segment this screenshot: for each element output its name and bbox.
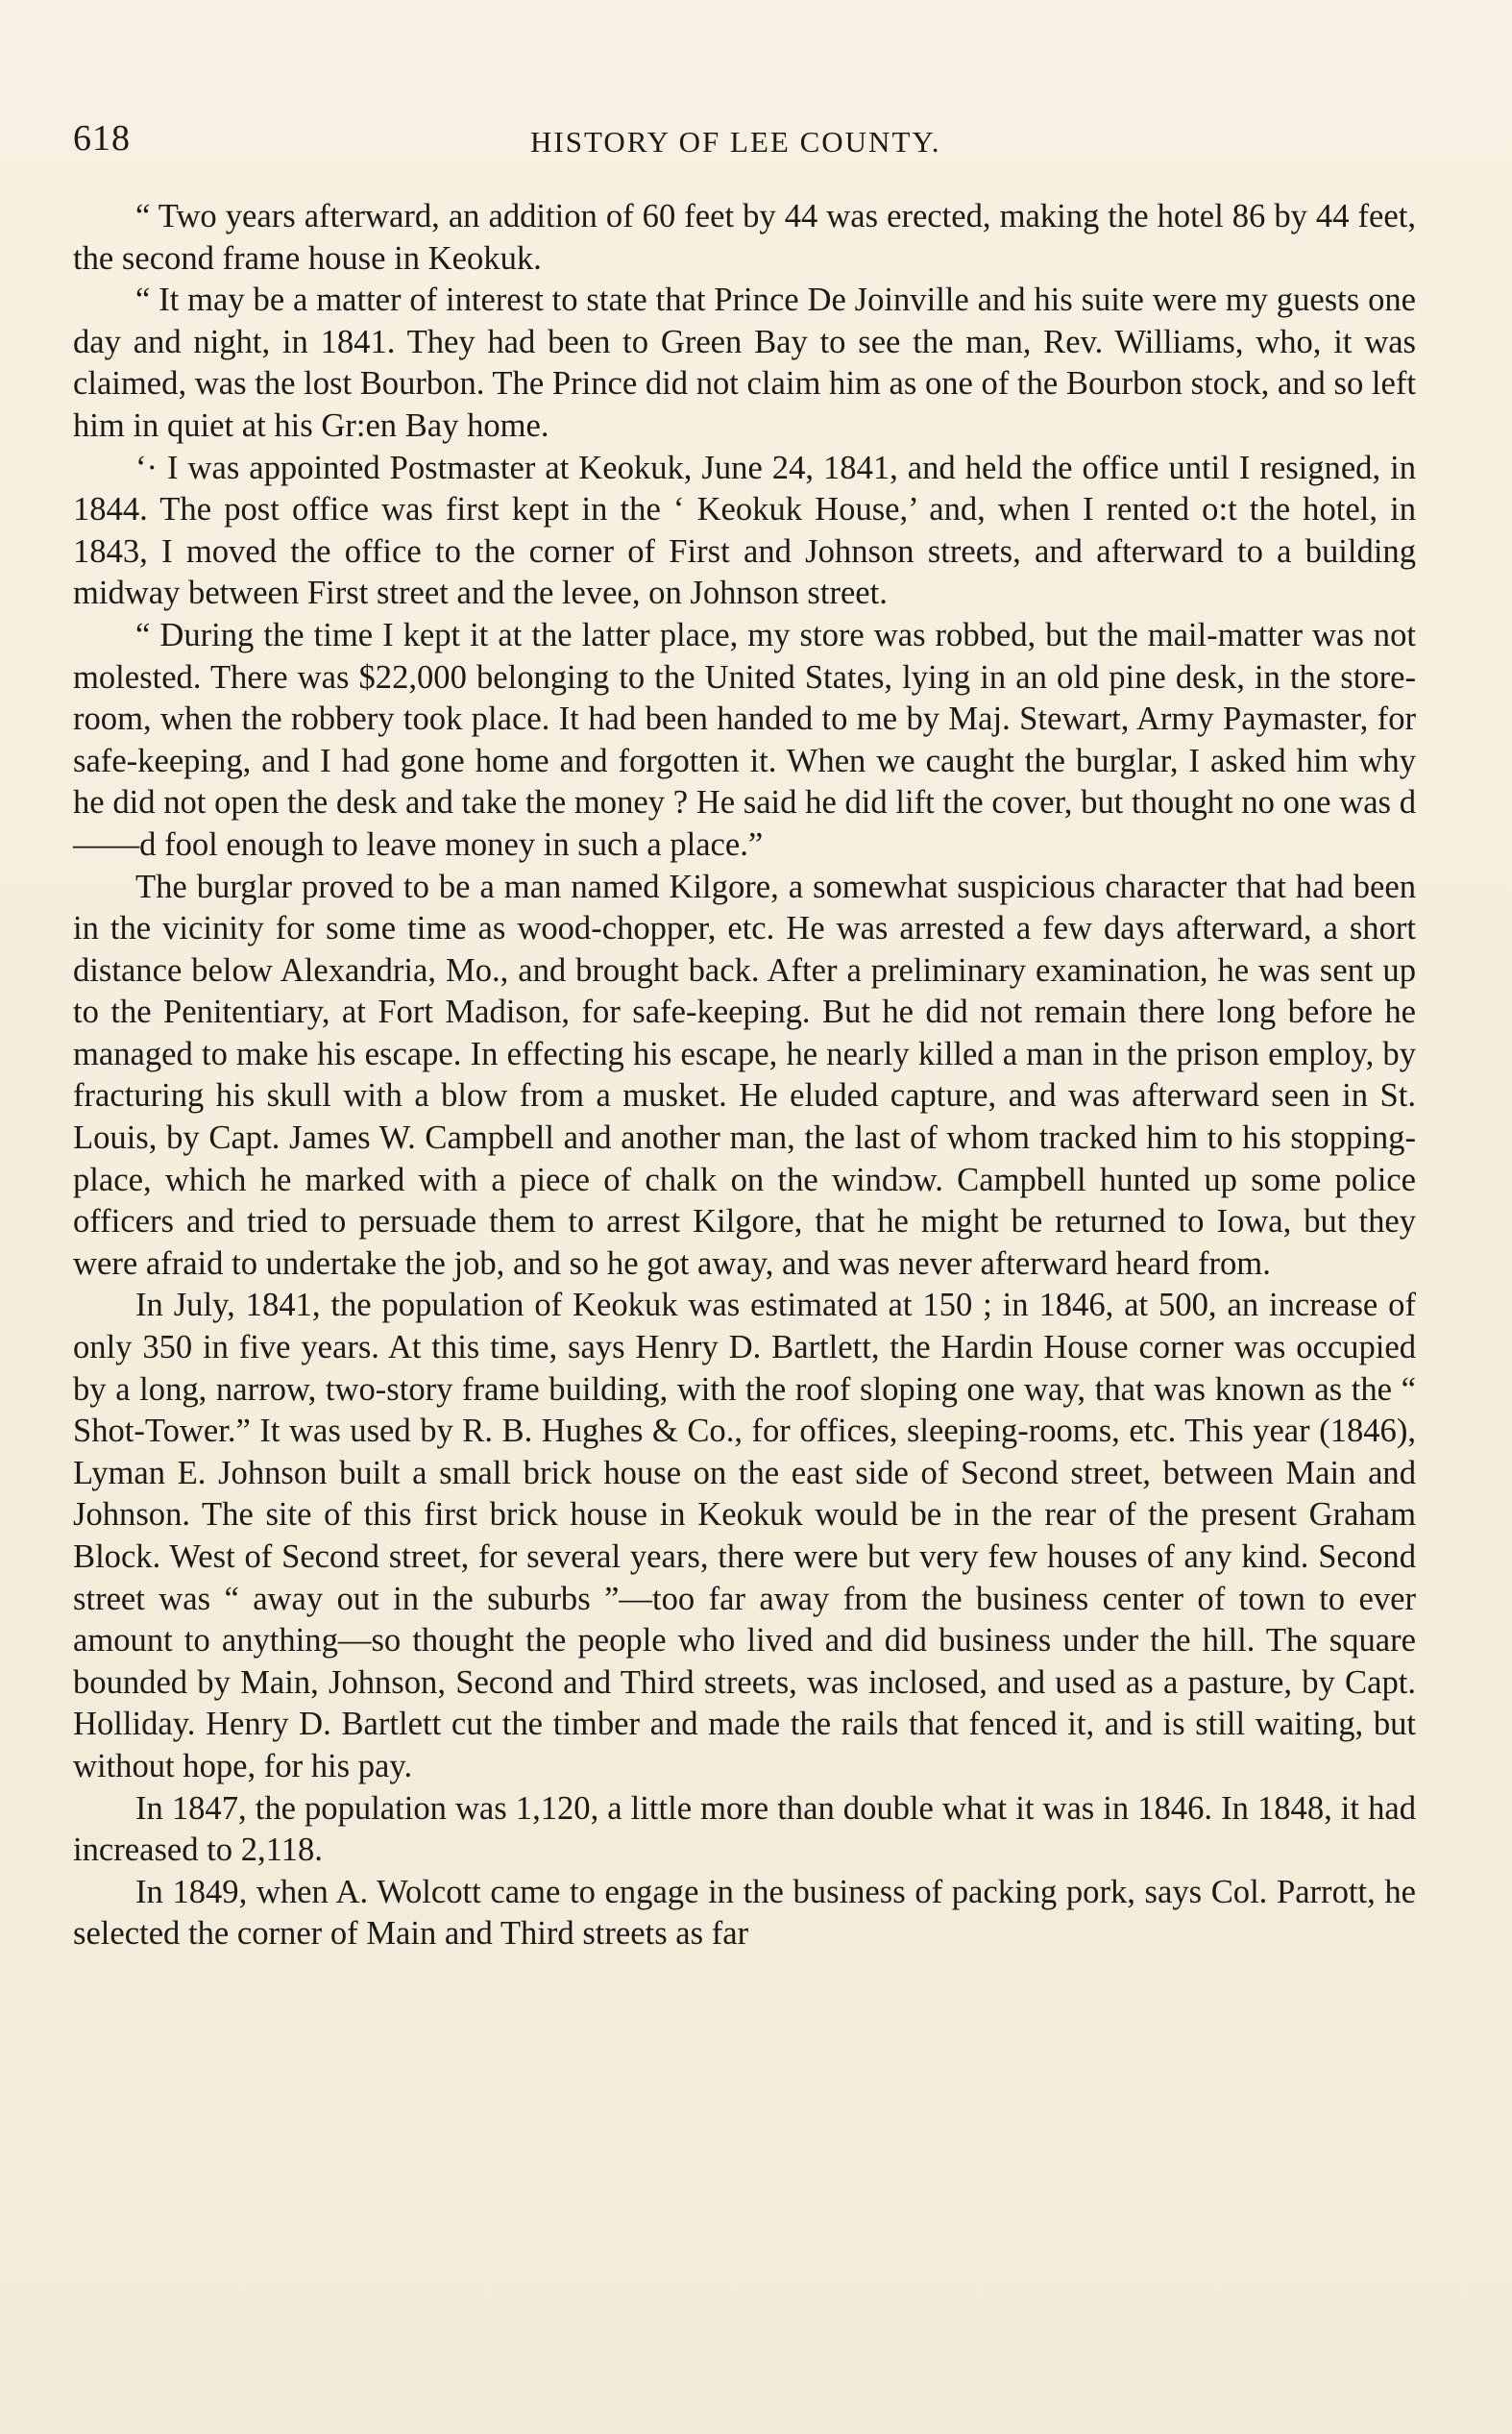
body-text xyxy=(73,196,1416,1955)
paragraph: The burglar proved to be a man named Kilgore, a somewhat suspicious character that had been in the vicinity for some time as wood-chopper, etc. He was arrested a few days afterward, a short distance below Alexandria, Mo., and brought back. After a preliminary examination, he was sent up to the Penitentiary, at Fort Madison, for safe-keeping. But he did not remain there long before he managed to make his escape. In effecting his escape, he nearly killed a man in the prison employ, by fracturing his skull with a blow from a musket. He eluded capture, and was afterward seen in St. Louis, by Capt. James W. Campbell and another man, the last of whom tracked him to his stopping-place, which he marked with a piece of chalk on the windɔw. Campbell hunted up some police officers and tried to persuade them to arrest Kilgore, that he might be returned to Iowa, but they were afraid to undertake the job, and so he got away, and was never afterward heard from. xyxy=(73,868,1416,1282)
paragraph: In July, 1841, the population of Keokuk was estimated at 150 ; in 1846, at 500, an increase of only 350 in five years. At this time, says Henry D. Bartlett, the Hardin House corner was occupied by a long, narrow, two-story frame building, with the roof sloping one way, that was known as the “ Shot-Tower.” It was used by R. B. Hughes & Co., for offices, sleeping-rooms, etc. This year (1846), Lyman E. Johnson built a small brick house on the east side of Second street, between Main and Johnson. The site of this first brick house in Keokuk would be in the rear of the present Graham Block. West of Second street, for several years, there were but very few houses of any kind. Second street was “ away out in the suburbs ”—too far away from the business center of town to ever amount to anything—so thought the people who lived and did business under the hill. The square bounded by Main, Johnson, Second and Third streets, was inclosed, and used as a pasture, by Capt. Holliday. Henry D. Bartlett cut the timber and made the rails that fenced it, and is still waiting, but without hope, for his pay. xyxy=(73,1287,1416,1784)
paragraph: “ It may be a matter of interest to state that Prince De Joinville and his suite were my guests one day and night, in 1841. They had been to Green Bay to see the man, Rev. Williams, who, it was claimed, was the lost Bourbon. The Prince did not claim him as one of the Bourbon stock, and so left him in quiet at his Gr:en Bay home. xyxy=(73,282,1416,444)
page-number: 618 xyxy=(73,118,131,159)
page-header xyxy=(73,117,1416,171)
paragraph: In 1847, the population was 1,120, a little more than double what it was in 1846. In 1848, it had increased to 2,118. xyxy=(73,1789,1416,1869)
paragraph: “ During the time I kept it at the latter place, my store was robbed, but the mail-matter was not molested. There was $22,000 belonging to the United States, lying in an old pine desk, in the store-room, when the robbery took place. It had been handed to me by Maj. Stewart, Army Paymaster, for safe-keeping, and I had gone home and forgotten it. When we caught the burglar, I asked him why he did not open the desk and take the money ? He said he did lift the cover, but thought no one was d——d fool enough to leave money in such a place.” xyxy=(73,616,1416,863)
running-head: HISTORY OF LEE COUNTY. xyxy=(530,125,941,159)
paragraph: “ Two years afterward, an addition of 60 feet by 44 was erected, making the hotel 86 by 44 feet, the second frame house in Keokuk. xyxy=(73,198,1416,277)
paragraph: ‘· I was appointed Postmaster at Keokuk, June 24, 1841, and held the office until I resigned, in 1844. The post office was first kept in the ‘ Keokuk House,’ and, when I rented o:t the hotel, in 1843, I moved the office to the corner of First and Johnson streets, and afterward to a building midway between First street and the levee, on Johnson street. xyxy=(73,449,1416,612)
paragraph: In 1849, when A. Wolcott came to engage in the business of packing pork, says Col. Parrott, he selected the corner of Main and Third streets as far xyxy=(73,1873,1416,1953)
